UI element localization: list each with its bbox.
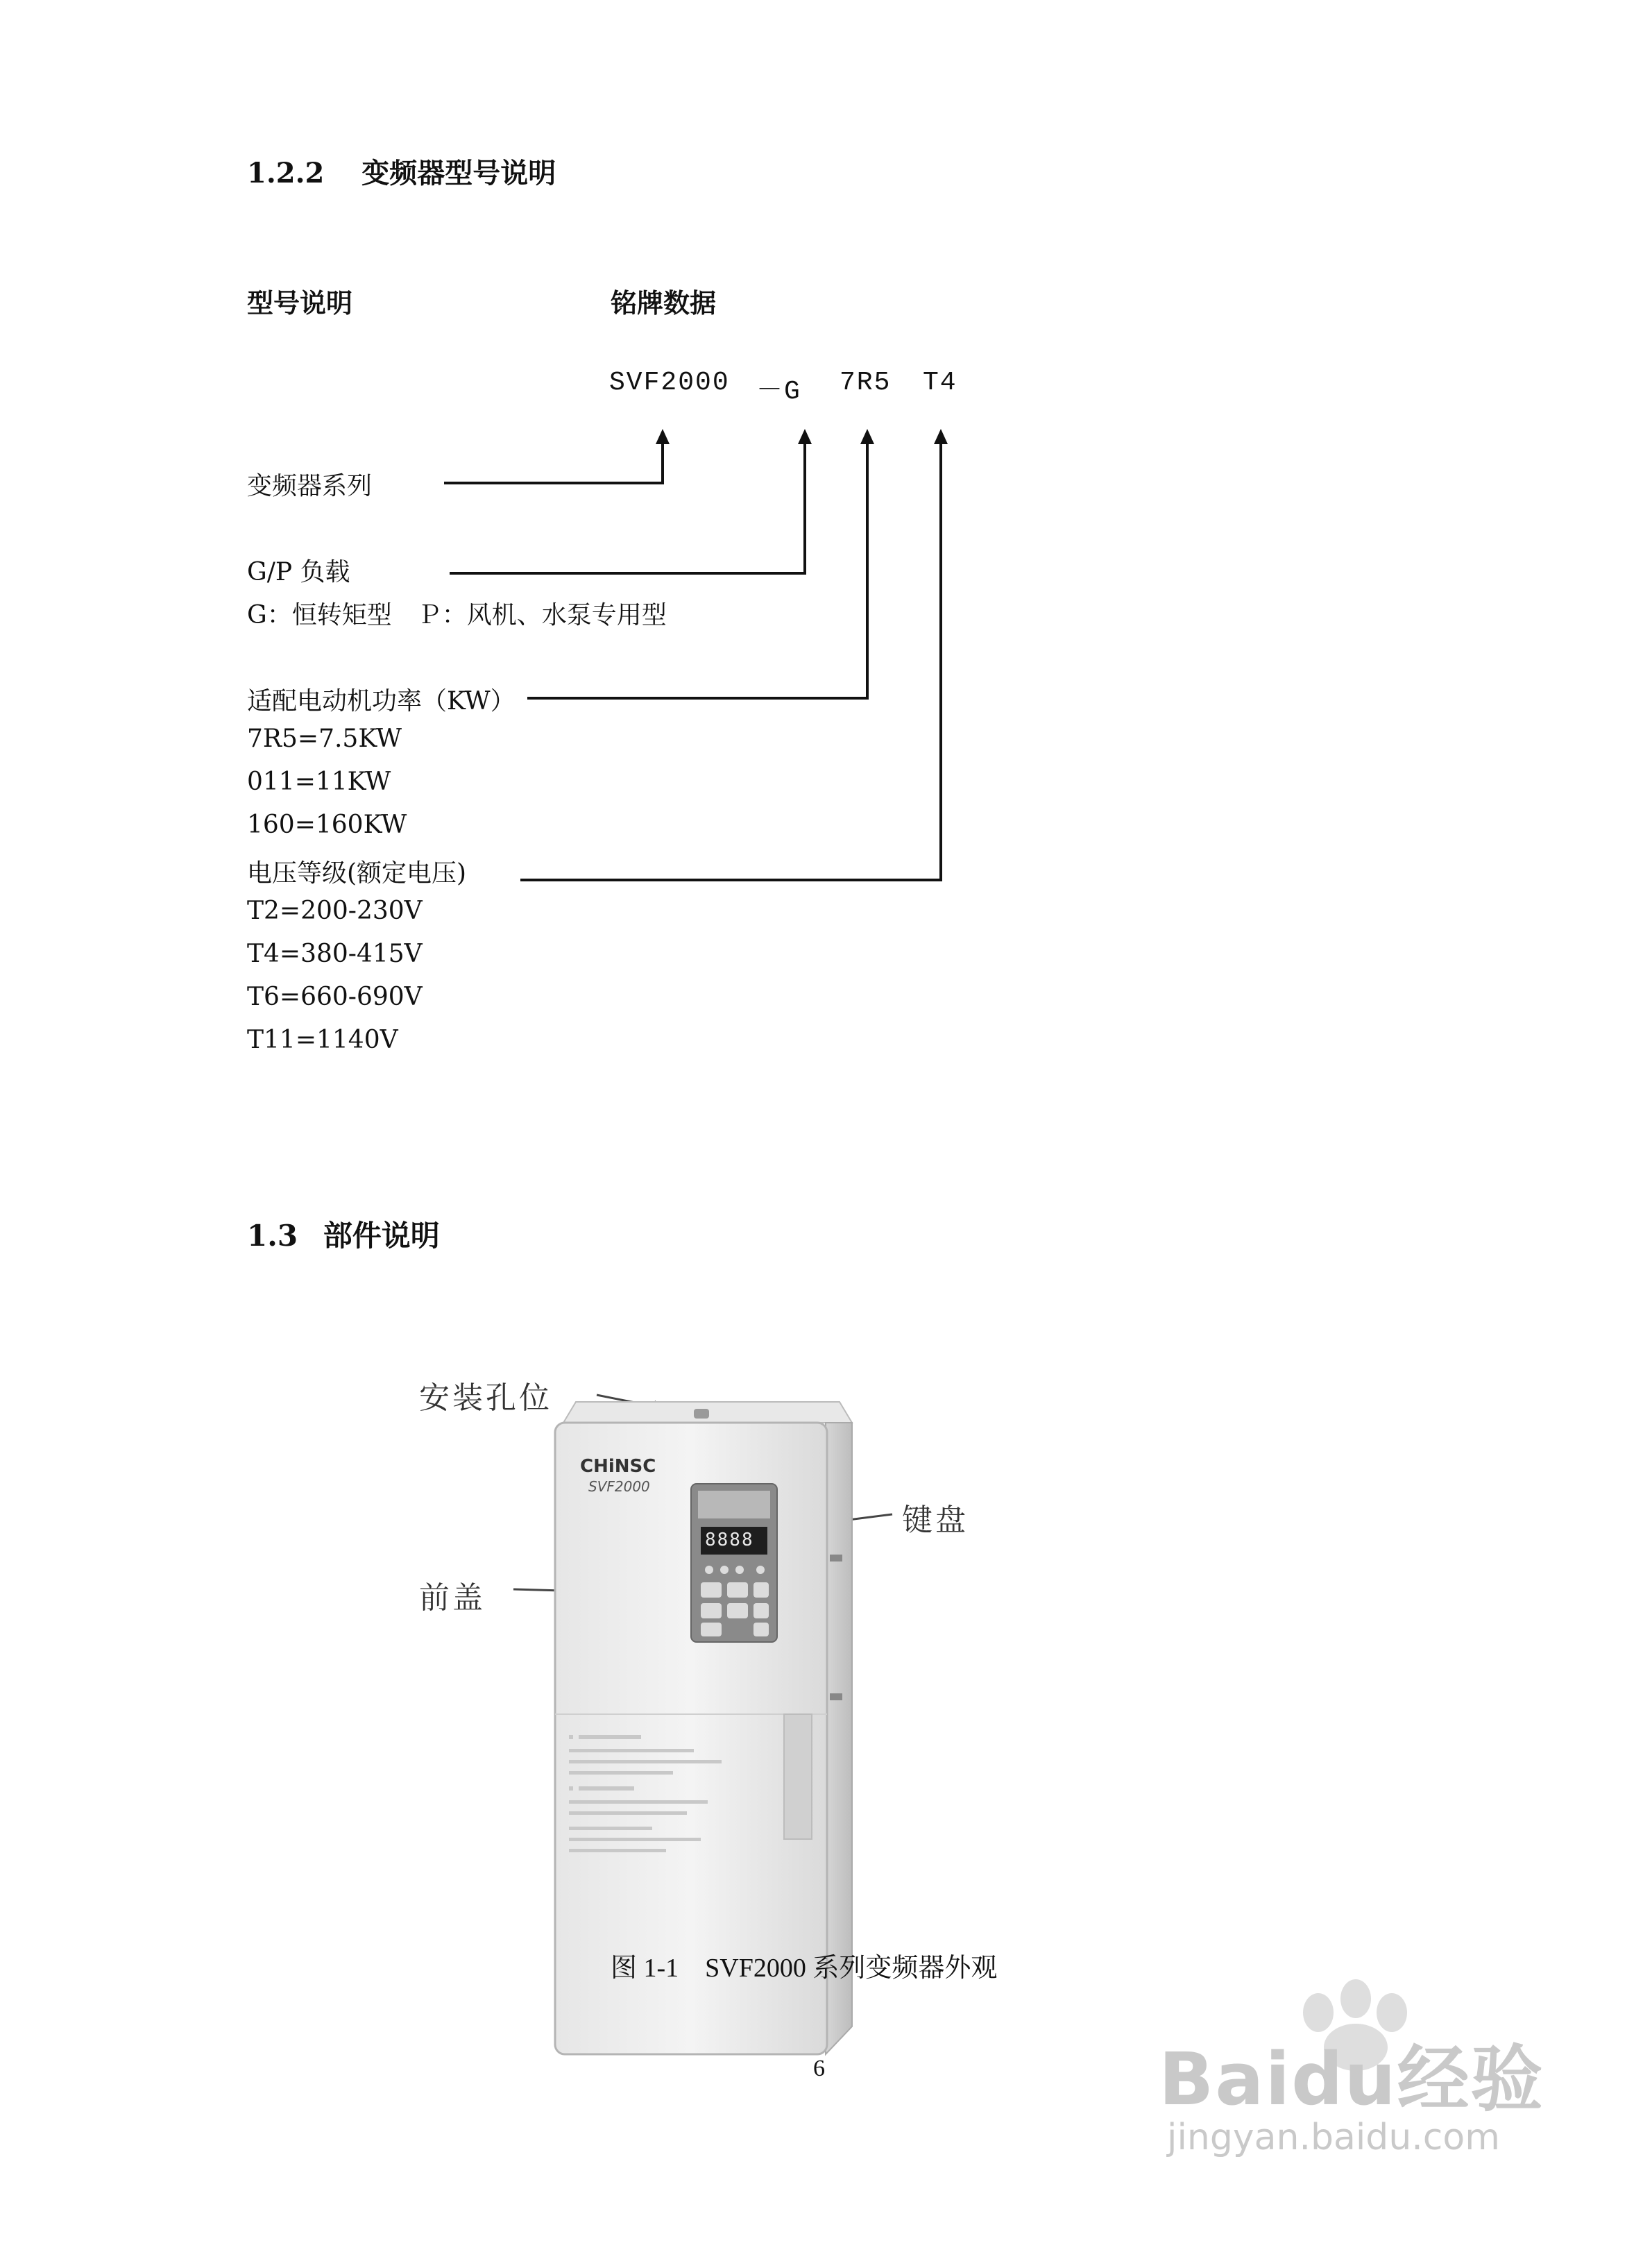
mount-holes-label: 安装孔位 — [419, 1380, 552, 1416]
voltage-item: T6=660-690V — [247, 983, 423, 1011]
voltage-item: T2=200-230V — [247, 897, 423, 925]
power-item: 011=11KW — [247, 768, 391, 796]
keypad-display: 8888 — [705, 1530, 754, 1550]
load-title: G/P 负载 — [247, 558, 350, 586]
device-model: SVF2000 — [588, 1478, 650, 1495]
section-number: 1.2.2 — [247, 157, 325, 189]
load-detail: G：恒转矩型 Ｐ：风机、水泵专用型 — [247, 601, 667, 629]
nameplate-data-header: 铭牌数据 — [611, 287, 717, 319]
keypad-label: 键盘 — [902, 1503, 969, 1538]
voltage-item: T11=1140V — [247, 1026, 398, 1054]
model-code-power: 7R5 — [840, 368, 892, 398]
section-title: 变频器型号说明 — [361, 157, 556, 189]
front-cover-label: 前盖 — [419, 1580, 486, 1616]
model-code-voltage: T4 — [923, 368, 957, 398]
device-brand: CHiNSC — [580, 1456, 656, 1477]
series-label: 变频器系列 — [247, 472, 373, 500]
model-code-load: －G — [756, 377, 801, 407]
voltage-title: 电压等级(额定电压) — [247, 859, 467, 888]
model-code-series: SVF2000 — [609, 368, 730, 398]
power-item: 160=160KW — [247, 811, 407, 839]
page-number: 6 — [813, 2056, 825, 2081]
watermark-brand: Baidu经验 — [1159, 2037, 1544, 2122]
voltage-item: T4=380-415V — [247, 940, 423, 968]
figure-caption: 图 1-1 SVF2000 系列变频器外观 — [611, 1954, 998, 1983]
model-description-header: 型号说明 — [247, 287, 353, 319]
power-title: 适配电动机功率（KW） — [247, 687, 516, 716]
power-item: 7R5=7.5KW — [247, 725, 402, 753]
section-title: 部件说明 — [323, 1219, 440, 1253]
watermark-url: jingyan.baidu.com — [1167, 2117, 1500, 2158]
section-number: 1.3 — [247, 1219, 298, 1253]
